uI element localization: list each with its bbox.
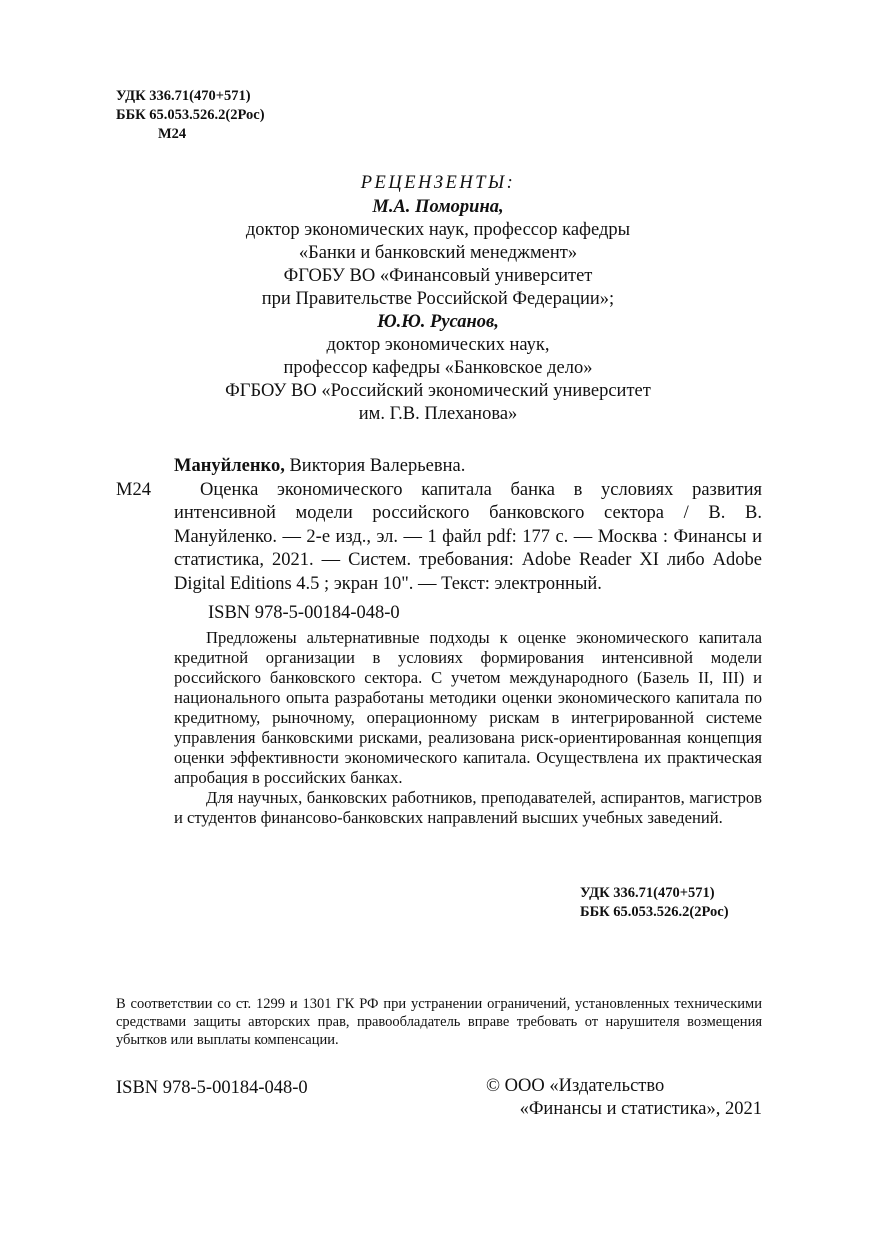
reviewer-1-line: «Банки и банковский менеджмент»	[298, 243, 578, 263]
reviewer-2-line: ФГБОУ ВО «Российский экономический университет	[225, 381, 651, 401]
annotation-paragraph: Для научных, банковских работников, преподавателей, аспирантов, магистров и студентов финансово-банковских направлений высших учебных заведений.	[174, 788, 762, 827]
author-mark: М24	[158, 126, 187, 142]
udk-code-bottom: УДК 336.71(470+571)	[580, 885, 715, 901]
reviewer-1-line: доктор экономических наук, профессор кафедры	[245, 220, 631, 240]
publisher-line-2: «Финансы и статистика», 2021	[519, 1099, 762, 1119]
author-surname: Мануйленко,	[174, 456, 285, 476]
udk-code: УДК 336.71(470+571)	[116, 88, 251, 104]
imprint-isbn: ISBN 978-5-00184-048-0	[116, 1078, 308, 1098]
publisher-line-1: © ООО «Издательство	[486, 1076, 665, 1096]
reviewer-1-name: М.А. Поморина,	[372, 197, 504, 217]
annotation-paragraph: Предложены альтернативные подходы к оценке экономического капитала кредитной организации в условиях формирования интенсивной модели российского банковского сектора. С учетом международного (Базель II, III) и национального опыта разработаны методики оценки экономического капитала по кредитному, рыночному, операционному рискам в интегрированной системе управления банковскими рисками, реализована риск-ориентированная концепция оценки эффективности экономического капитала. Осуществлена их практическая апробация в российских банках.	[174, 628, 762, 787]
reviewer-2-line: им. Г.В. Плеханова»	[358, 404, 518, 424]
reviewer-2-name: Ю.Ю. Русанов,	[377, 312, 499, 332]
reviewer-2-line: доктор экономических наук,	[326, 335, 550, 355]
reviewer-2-line: профессор кафедры «Банковское дело»	[283, 358, 593, 378]
reviewer-1-line: при Правительстве Российской Федерации»;	[261, 289, 615, 309]
bbk-code: ББК 65.053.526.2(2Рос)	[116, 107, 265, 123]
classification-codes-top	[116, 87, 265, 144]
author-given-names: Виктория Валерьевна.	[284, 456, 466, 476]
reviewers-block	[176, 172, 700, 426]
classification-codes-bottom	[580, 884, 729, 922]
copyright-notice: В соответствии со ст. 1299 и 1301 ГК РФ при устранении ограничений, установленных техническими средствами защиты авторских прав, правообладатель вправе требовать от нарушителя возмещения убытков или выплаты компенсации.	[116, 996, 762, 1048]
record-isbn: ISBN 978-5-00184-048-0	[208, 603, 400, 623]
reviewer-1-line: ФГОБУ ВО «Финансовый университет	[283, 266, 593, 286]
author-heading	[116, 455, 762, 479]
bibliographic-entry	[116, 479, 762, 597]
reviewers-heading: РЕЦЕНЗЕНТЫ:	[360, 173, 516, 193]
entry-author-mark: М24	[116, 479, 151, 500]
bibliographic-description	[174, 479, 762, 597]
description-text: Оценка экономического капитала банка в условиях развития интенсивной модели российского банковского сектора / В. В. Мануйленко. — 2-е изд., эл. — 1 файл pdf: 177 с. — Москва : Финансы и статистика, 2021. — Систем. требования: Adobe Reader XI либо Adobe Digital Editions 4.5 ; экран 10". — Текст: электронный.	[174, 479, 762, 594]
annotation	[174, 628, 762, 828]
bibliographic-record	[116, 455, 762, 626]
bbk-code-bottom: ББК 65.053.526.2(2Рос)	[580, 904, 729, 920]
publisher-copyright	[486, 1075, 762, 1121]
